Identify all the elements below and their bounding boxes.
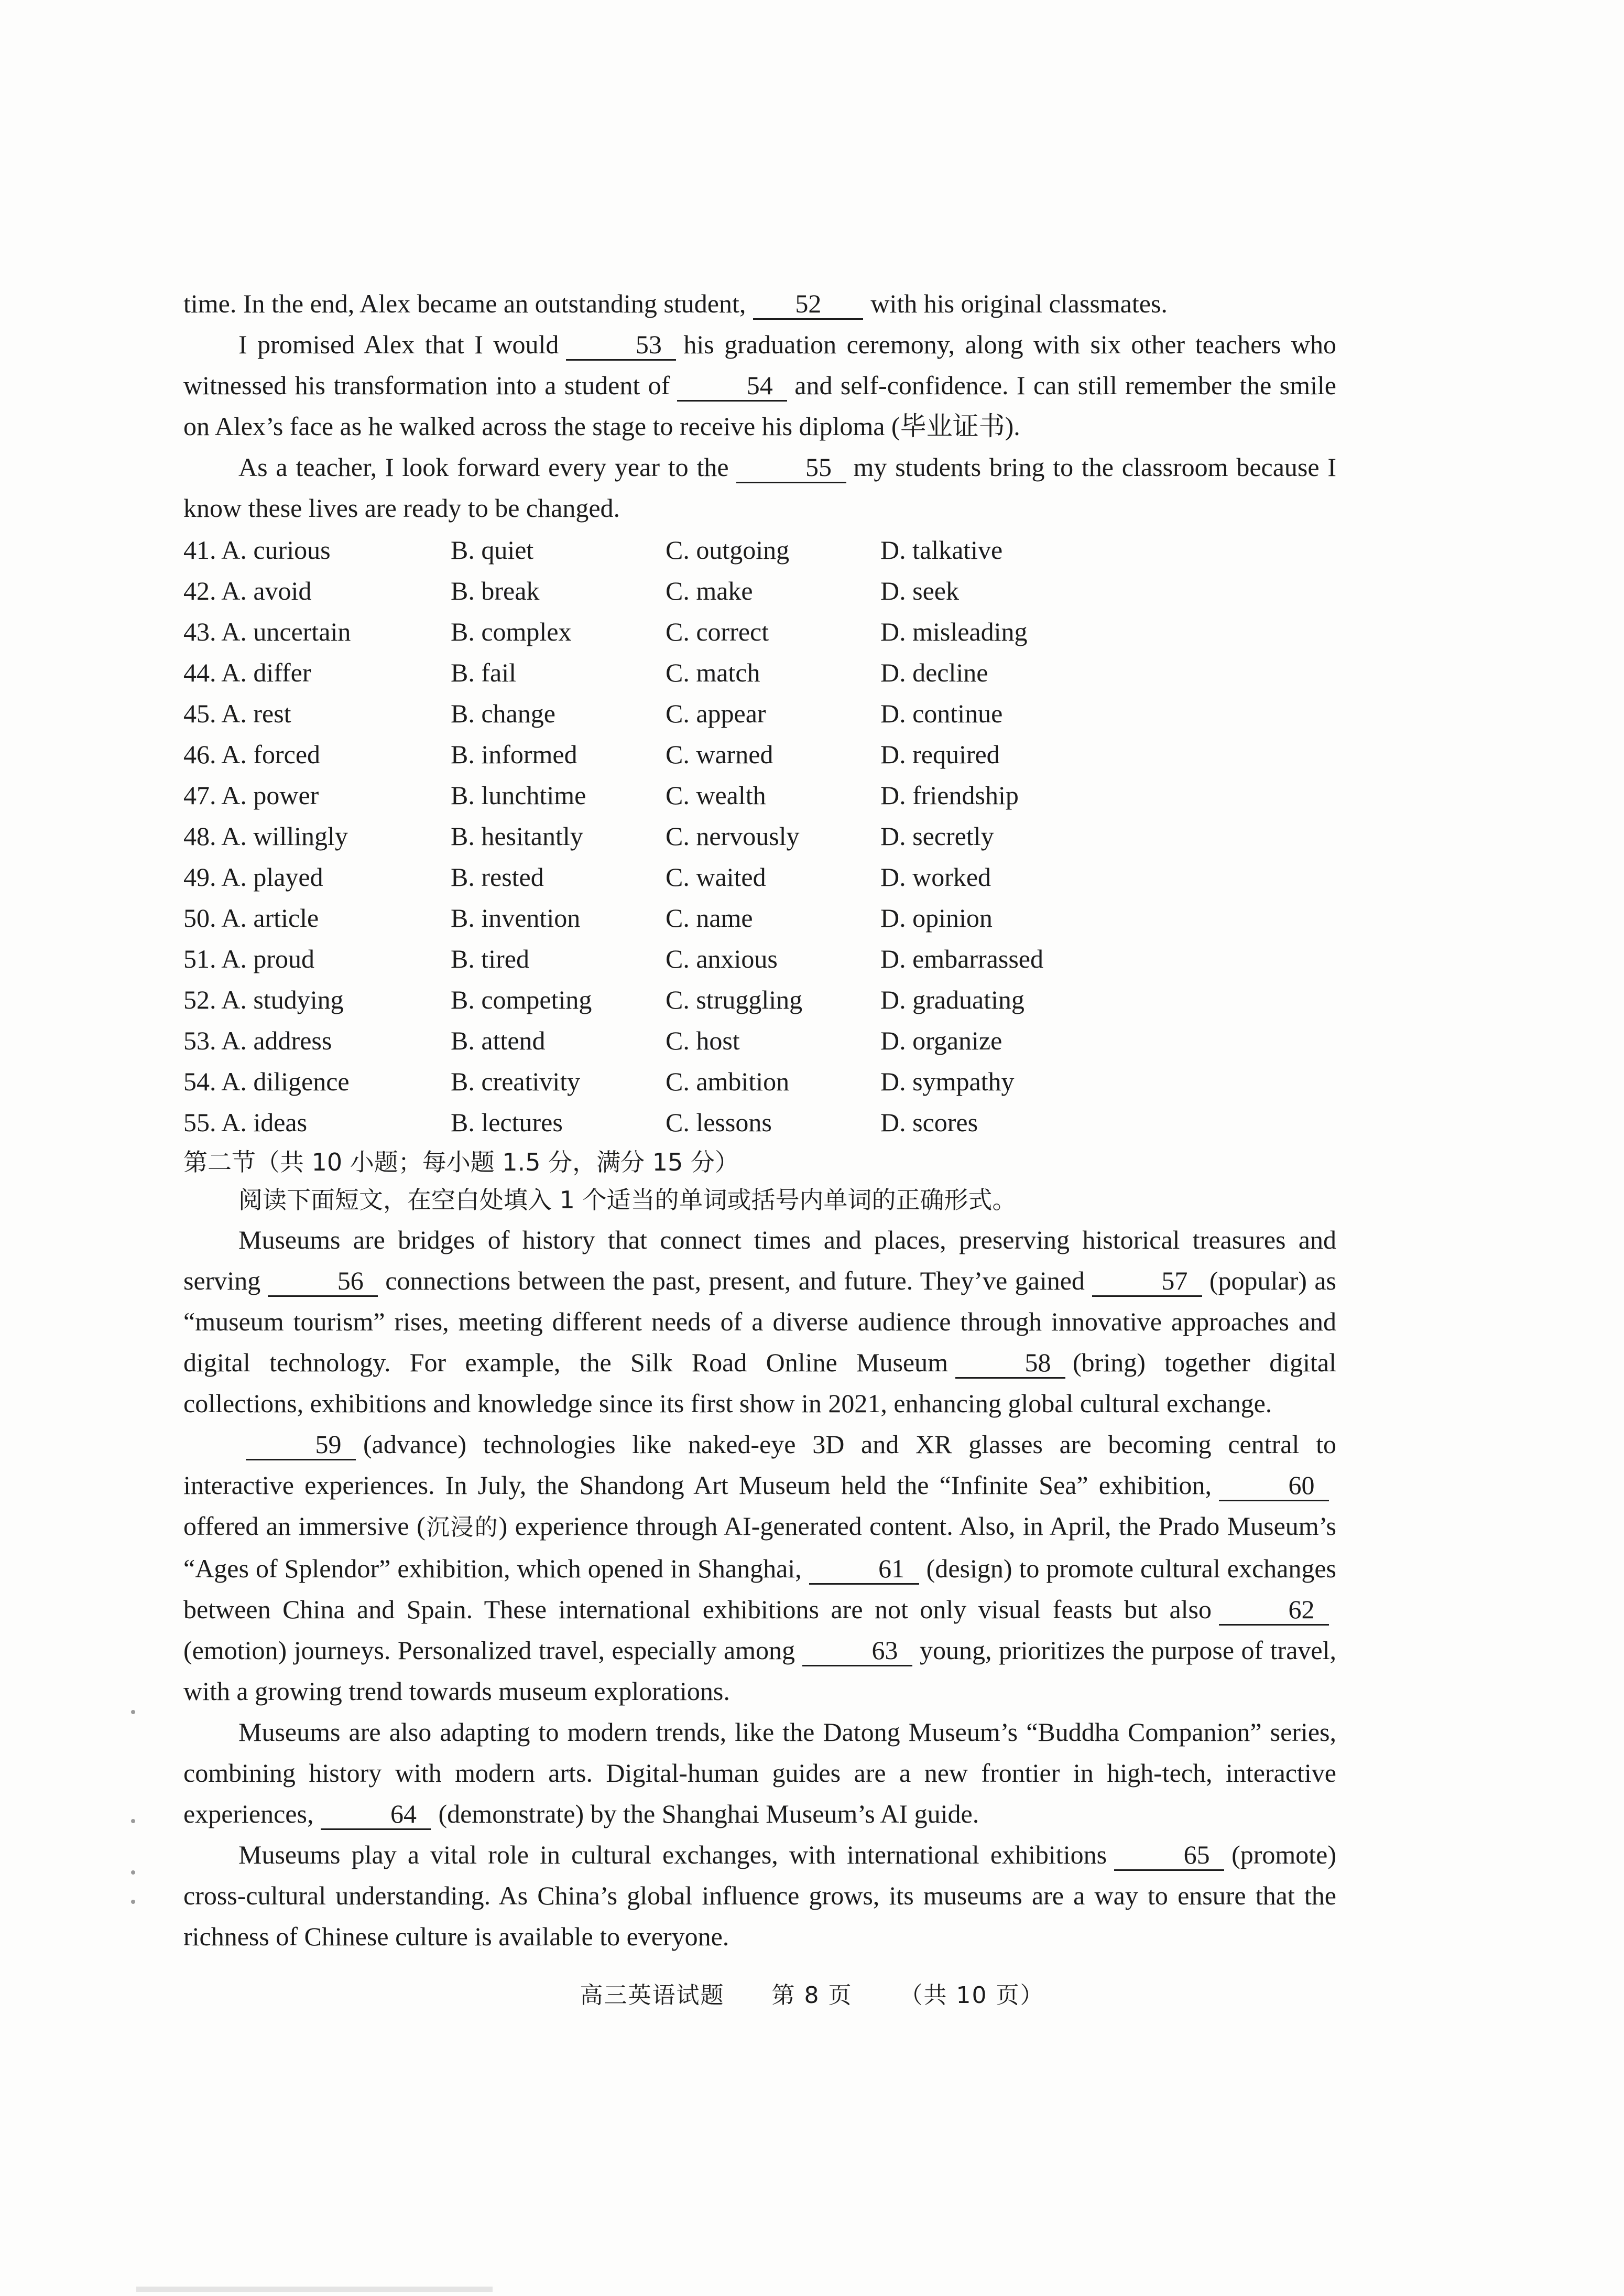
- option-b: B. competing: [451, 985, 592, 1014]
- option-c: C. name: [666, 903, 753, 933]
- option-b: B. invention: [451, 903, 581, 933]
- blank-63: 63: [802, 1636, 912, 1666]
- blank-65: 65: [1114, 1840, 1224, 1871]
- option-a: 46. A. forced: [183, 740, 321, 769]
- option-c: C. correct: [666, 617, 769, 646]
- page-footer: [0, 1976, 1624, 2010]
- section-instruction: 阅读下面短文，在空白处填入 1 个适当的单词或括号内单词的正确形式。: [238, 1186, 1017, 1214]
- text-run: (popular) as “museum tourism” rises, meeting different needs of a diverse audience through innovative approaches and digital technology. For example, the Silk Road Online Museum: [183, 1266, 1336, 1377]
- option-b: B. fail: [451, 658, 516, 687]
- text-run: with his original classmates.: [870, 289, 1168, 318]
- option-a: 47. A. power: [183, 781, 319, 810]
- option-c: C. struggling: [666, 985, 803, 1014]
- footer-exam-title: 高三英语试题: [580, 1982, 725, 2009]
- passage-paragraph: [183, 1712, 1336, 1834]
- option-a: 44. A. differ: [183, 658, 311, 687]
- option-c: C. ambition: [666, 1067, 790, 1096]
- option-c: C. appear: [666, 699, 766, 728]
- option-a: 49. A. played: [183, 862, 323, 892]
- blank-64: 64: [321, 1799, 431, 1830]
- option-d: D. embarrassed: [880, 944, 1043, 973]
- scan-edge-bar: [136, 2287, 493, 2292]
- scan-dot: [131, 1870, 135, 1875]
- option-b: B. break: [451, 576, 540, 605]
- footer-total-pages: （共 10 页）: [899, 1982, 1044, 2009]
- text-run: Museums are also adapting to modern trends, like the Datong Museum’s “Buddha Companion” series, combining history with modern arts. Digital-human guides are a new frontier in high-tech, interactive experiences,: [183, 1717, 1336, 1828]
- text-run: (emotion) journeys. Personalized travel, especially among: [183, 1636, 795, 1665]
- cloze-paragraph: [183, 324, 1336, 447]
- blank-53: 53: [566, 330, 676, 361]
- option-a: 42. A. avoid: [183, 576, 312, 605]
- footer-page-number: 第 8 页: [771, 1982, 853, 2009]
- option-d: D. secretly: [880, 821, 994, 851]
- text-run: (demonstrate) by the Shanghai Museum’s AI guide.: [438, 1799, 979, 1828]
- option-c: C. host: [666, 1026, 740, 1055]
- cloze-paragraph: [183, 283, 1336, 324]
- option-c: C. make: [666, 576, 753, 605]
- option-c: C. warned: [666, 740, 773, 769]
- option-a: 43. A. uncertain: [183, 617, 351, 646]
- text-run: my students bring to the classroom because I know these lives are ready to be changed.: [183, 452, 1336, 523]
- option-a: 45. A. rest: [183, 699, 291, 728]
- option-a: 53. A. address: [183, 1026, 332, 1055]
- option-a: 41. A. curious: [183, 535, 331, 565]
- option-d: D. decline: [880, 658, 988, 687]
- option-d: D. scores: [880, 1108, 978, 1137]
- text-run: ) experience through AI-generated content. Also, in April, the Prado Museum’s “Ages of Splendor” exhibition, which opened in Shanghai,: [183, 1511, 1337, 1583]
- option-a: 54. A. diligence: [183, 1067, 350, 1096]
- text-run: and self-confidence. I can still remember the smile on Alex’s face as he walked across the stage to receive his diploma (毕业证书).: [183, 371, 1336, 441]
- option-d: D. worked: [880, 862, 991, 892]
- blank-56: 56: [268, 1266, 378, 1297]
- blank-59: 59: [246, 1429, 356, 1460]
- chinese-gloss: 沉浸的: [425, 1514, 499, 1541]
- blank-52: 52: [753, 289, 863, 320]
- passage-paragraph: [183, 1834, 1336, 1957]
- blank-54: 54: [677, 371, 787, 402]
- answer-options-grid: [183, 529, 1336, 1143]
- option-d: D. talkative: [880, 535, 1003, 565]
- option-d: D. required: [880, 740, 1000, 769]
- option-b: B. tired: [451, 944, 529, 973]
- blank-55: 55: [736, 452, 846, 483]
- option-d: D. sympathy: [880, 1067, 1015, 1096]
- scan-dot: [131, 1900, 135, 1904]
- blank-57: 57: [1092, 1266, 1202, 1297]
- text-run: (design) to promote cultural exchanges between China and Spain. These international exhibitions are not only visual feasts but also: [183, 1554, 1336, 1624]
- option-b: B. attend: [451, 1026, 546, 1055]
- option-b: B. quiet: [451, 535, 534, 565]
- passage-paragraph: [183, 1424, 1336, 1712]
- option-c: C. anxious: [666, 944, 778, 973]
- option-b: B. change: [451, 699, 555, 728]
- option-d: D. opinion: [880, 903, 993, 933]
- option-c: C. lessons: [666, 1108, 772, 1137]
- option-b: B. hesitantly: [451, 821, 583, 851]
- option-c: C. nervously: [666, 821, 800, 851]
- blank-58: 58: [955, 1348, 1065, 1379]
- scan-dot: [131, 1710, 135, 1714]
- text-run: connections between the past, present, and future. They’ve gained: [385, 1266, 1085, 1295]
- option-b: B. informed: [451, 740, 577, 769]
- option-c: C. waited: [666, 862, 766, 892]
- text-run: As a teacher, I look forward every year to the: [238, 452, 729, 482]
- blank-60: 60: [1219, 1470, 1329, 1501]
- option-d: D. organize: [880, 1026, 1002, 1055]
- option-d: D. misleading: [880, 617, 1028, 646]
- option-b: B. rested: [451, 862, 544, 892]
- text-run: time. In the end, Alex became an outstanding student,: [183, 289, 746, 318]
- page-content: [183, 283, 1336, 1957]
- blank-61: 61: [809, 1554, 919, 1585]
- cloze-paragraph: [183, 447, 1336, 528]
- text-run: offered an immersive (: [183, 1511, 426, 1541]
- text-run: I promised Alex that I would: [238, 330, 559, 359]
- text-run: Museums are bridges of history that connect times and places, preserving historical treasures and serving: [183, 1225, 1336, 1295]
- option-d: D. seek: [880, 576, 959, 605]
- passage-paragraph: [183, 1219, 1336, 1424]
- blank-62: 62: [1219, 1595, 1329, 1626]
- text-run: his graduation ceremony, along with six other teachers who witnessed his transformation into a student of: [183, 330, 1337, 400]
- option-a: 51. A. proud: [183, 944, 314, 973]
- option-c: C. match: [666, 658, 760, 687]
- text-run: young, prioritizes the purpose of travel, with a growing trend towards museum explorations.: [183, 1636, 1336, 1706]
- option-b: B. complex: [451, 617, 572, 646]
- option-a: 52. A. studying: [183, 985, 344, 1014]
- option-d: D. friendship: [880, 781, 1019, 810]
- option-b: B. creativity: [451, 1067, 581, 1096]
- text-run: Museums play a vital role in cultural exchanges, with international exhibitions: [238, 1840, 1107, 1869]
- text-run: (advance) technologies like naked-eye 3D and XR glasses are becoming central to interactive experiences. In July, the Shandong Art Museum held the “Infinite Sea” exhibition,: [183, 1429, 1336, 1500]
- option-b: B. lunchtime: [451, 781, 586, 810]
- option-c: C. outgoing: [666, 535, 790, 565]
- text-run: (promote) cross-cultural understanding. As China’s global influence grows, its museums are a way to ensure that the richness of Chinese culture is available to everyone.: [183, 1840, 1336, 1951]
- scan-dot: [131, 1819, 135, 1823]
- option-d: D. graduating: [880, 985, 1024, 1014]
- option-c: C. wealth: [666, 781, 766, 810]
- option-a: 55. A. ideas: [183, 1108, 308, 1137]
- option-b: B. lectures: [451, 1108, 563, 1137]
- option-a: 50. A. article: [183, 903, 319, 933]
- text-run: (bring) together digital collections, exhibitions and knowledge since its first show in 2021, enhancing global cultural exchange.: [183, 1348, 1336, 1418]
- option-a: 48. A. willingly: [183, 821, 348, 851]
- section-heading: 第二节（共 10 小题；每小题 1.5 分，满分 15 分）: [183, 1148, 739, 1176]
- option-d: D. continue: [880, 699, 1003, 728]
